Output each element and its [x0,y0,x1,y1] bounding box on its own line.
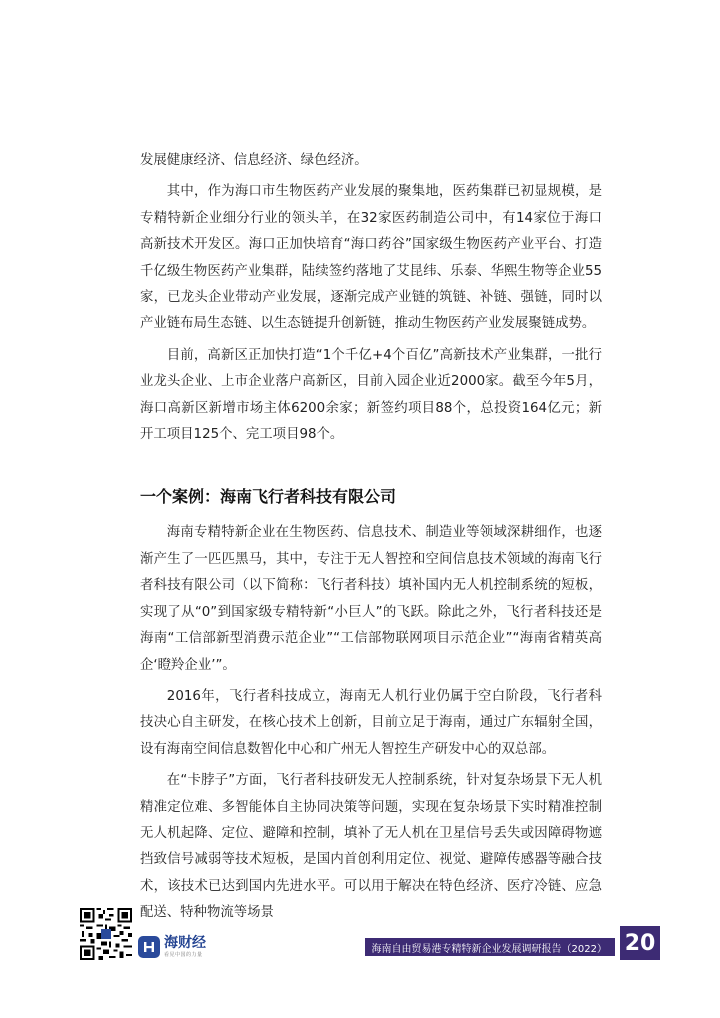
logo-slogan: 看见中国的力量 [164,952,203,958]
paragraph: 其中，作为海口市生物医药产业发展的聚集地，医药集群已初显规模，是专精特新企业细分行业的领头羊，在32家医药制造公司中，有14家位于海口高新技术开发区。海口正加快培育“海口药谷”国家级生物医药产业平台、打造千亿级生物医药产业集群，陆续签约落地了艾昆纬、乐泰、华熙生物等企业55家，已龙头企业带动产业发展，逐渐完成产业链的筑链、补链、强链，同时以产业链布局生态链、以生态链提升创新链，推动生物医药产业发展聚链成势。 [140,184,602,332]
logo-mark-icon [138,936,160,958]
main-content [140,148,602,927]
brand-logo[interactable] [138,936,206,958]
section-heading: 一个案例：海南飞行者科技有限公司 [140,487,397,507]
paragraph: 目前，高新区正加快打造“1个千亿+4个百亿”高新技术产业集群，一批行业龙头企业、上市企业落户高新区，目前入园企业近2000家。截至今年5月，海口高新区新增市场主体6200余家；新签约项目88个，总投资164亿元；新开工项目125个、完工项目98个。 [140,347,602,443]
paragraph: 在“卡脖子”方面，飞行者科技研发无人控制系统，针对复杂场景下无人机精准定位难、多智能体自主协同决策等问题，实现在复杂场景下实时精准控制无人机起降、定位、避障和控制，填补了无人机在卫星信号丢失或因障碍物遮挡致信号减弱等技术短板，是国内首创利用定位、视觉、避障传感器等融合技术，该技术已达到国内先进水平。可以用于解决在特色经济、医疗冷链、应急配送、特种物流等场景 [140,773,602,921]
paragraph: 海南专精特新企业在生物医药、信息技术、制造业等领域深耕细作，也逐渐产生了一匹匹黑马，其中，专注于无人智控和空间信息技术领域的海南飞行者科技有限公司（以下简称：飞行者科技）填补国内无人机控制系统的短板，实现了从“0”到国家级专精特新“小巨人”的飞跃。除此之外，飞行者科技还是海南“工信部新型消费示范企业”“工信部物联网项目示范企业”“海南省精英高企‘瞪羚企业’”。 [140,525,602,673]
qr-code-icon[interactable] [80,908,132,960]
report-title-band [365,938,615,956]
logo-name: 海财经 [164,935,206,951]
page-number: 20 [624,930,656,956]
page-number-box [620,926,660,960]
paragraph: 发展健康经济、信息经济、绿色经济。 [140,153,368,168]
report-title: 海南自由贸易港专精特新企业发展调研报告（2022） [371,943,607,955]
paragraph: 2016年，飞行者科技成立，海南无人机行业仍属于空白阶段，飞行者科技决心自主研发，在核心技术上创新，目前立足于海南，通过广东辐射全国，设有海南空间信息数智化中心和广州无人智控生产研发中心的双总部。 [140,688,602,757]
